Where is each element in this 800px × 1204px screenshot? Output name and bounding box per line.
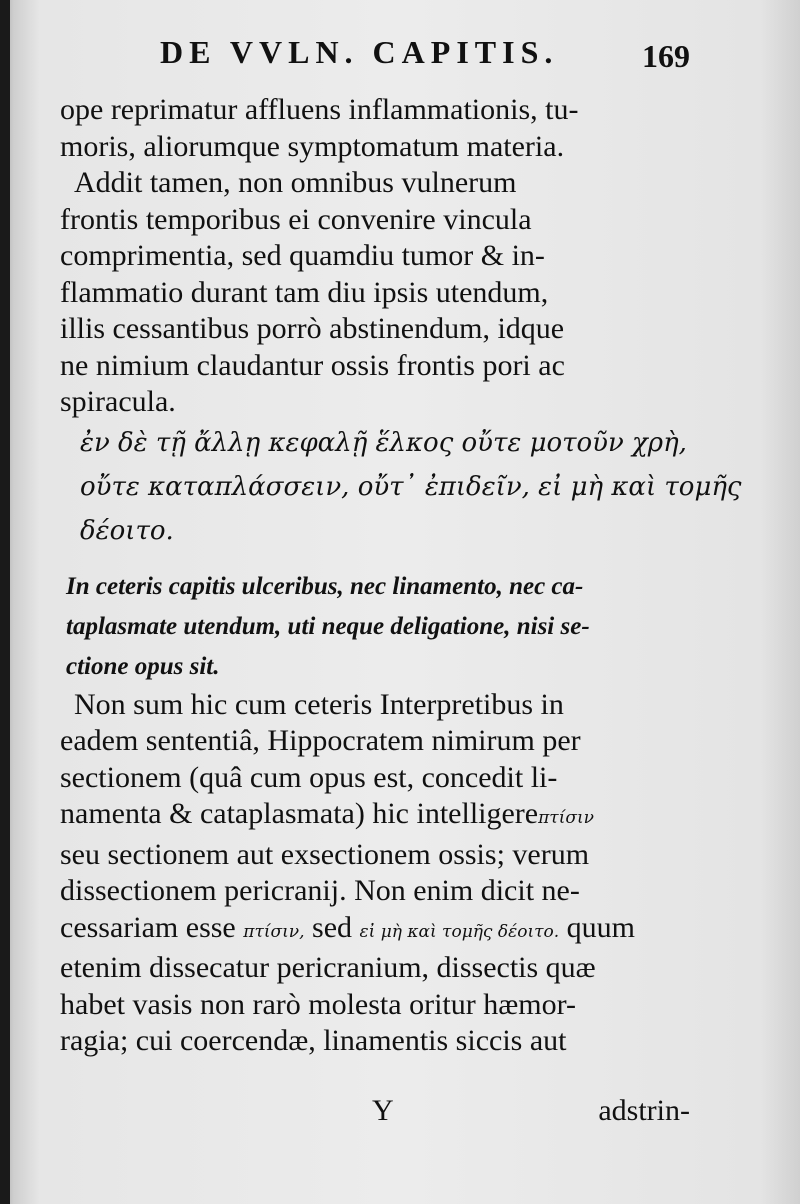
text-line: ragia; cui coercendæ, linamentis siccis aut (60, 1024, 567, 1057)
greek-word: πτίσιν, (243, 921, 305, 942)
text-line (60, 910, 690, 951)
text-line: illis cessantibus porrò abstinendum, idque (60, 312, 565, 345)
text-span: sed (312, 910, 353, 944)
text-line: comprimentia, sed quamdiu tumor & in- (60, 239, 545, 272)
body-text (60, 92, 742, 1060)
text-line: seu sectionem aut exsectionem ossis; verum (60, 837, 590, 871)
translation-line: taplasmate utendum, uti neque deligatione, nisi se- (66, 612, 590, 640)
text-span: namenta & cataplasmata) hic intelligere (60, 797, 539, 830)
text-line: frontis temporibus ei convenire vincula (60, 202, 532, 236)
text-line: dissectionem pericranij. Non enim dicit ne- (60, 874, 580, 907)
text-line: habet vasis non rarò molesta oritur hæmor- (60, 987, 576, 1021)
text-line: spiracula. (60, 385, 176, 418)
text-line: moris, aliorumque symptomatum materia. (60, 129, 565, 163)
binding-gutter (0, 0, 10, 1204)
greek-word: πτίσιν (538, 808, 594, 828)
text-line: Addit tamen, non omnibus vulnerum (74, 166, 517, 199)
translation-line: ctione opus sit. (66, 652, 220, 680)
text-line: ne nimium claudantur ossis frontis pori ac (60, 348, 565, 382)
text-line (60, 796, 690, 837)
greek-phrase: εἰ μὴ καὶ τομῆς δέοιτο. (359, 921, 560, 942)
page-number: 169 (642, 38, 690, 74)
text-span: quum (566, 910, 636, 944)
greek-line: ἐν δὲ τῇ ἄλλῃ κεφαλῇ ἕλκος οὔτε μοτοῦν χρὴ, (80, 427, 687, 458)
greek-line: δέοιτο. (80, 515, 174, 546)
catchword: adstrin- (598, 1094, 690, 1127)
greek-quotation (60, 421, 742, 553)
text-line: Non sum hic cum ceteris Interpretibus in (74, 687, 564, 721)
signature-mark: Y (372, 1094, 394, 1127)
spacer (60, 553, 690, 567)
latin-translation (60, 567, 690, 687)
page-footer (60, 1094, 690, 1134)
text-line: ope reprimatur affluens inflammationis, tu- (60, 93, 579, 126)
text-line: etenim dissecatur pericranium, dissectis quæ (60, 951, 596, 984)
text-span: cessariam esse (60, 910, 236, 944)
translation-line: In ceteris capitis ulceribus, nec linamento, nec ca- (66, 572, 584, 600)
page-header (160, 34, 690, 84)
running-title: DE VVLN. CAPITIS. (160, 34, 559, 70)
text-line: flammatio durant tam diu ipsis utendum, (60, 275, 549, 309)
text-line: sectionem (quâ cum opus est, concedit li- (60, 760, 558, 794)
text-line: eadem sententiâ, Hippocratem nimirum per (60, 724, 581, 757)
greek-line: οὔτε καταπλάσσειν, οὔτ᾽ ἐπιδεῖν, εἰ μὴ καὶ τομῆς (80, 471, 742, 502)
